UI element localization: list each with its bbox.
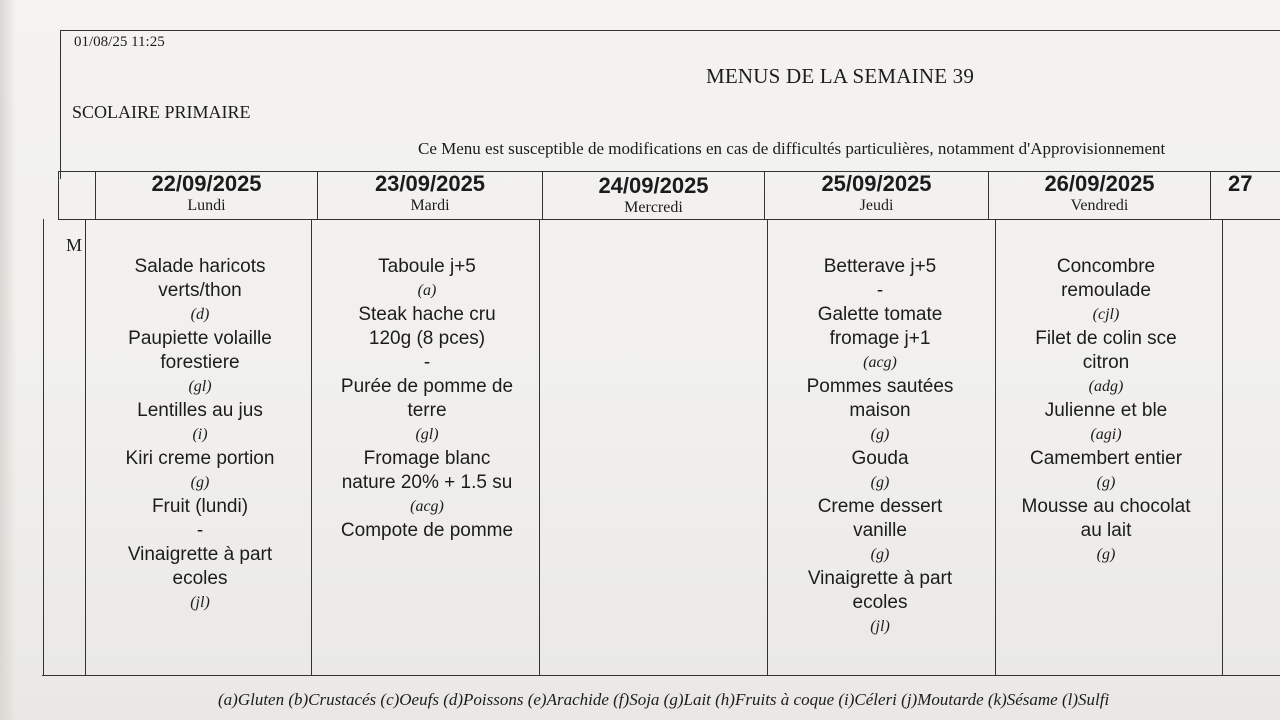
menu-column-jeudi xyxy=(768,255,992,639)
menu-item-line: remoulade xyxy=(1061,280,1151,301)
menu-item-line: - xyxy=(876,280,884,301)
allergen-code: (g) xyxy=(190,474,210,491)
allergen-code: (g) xyxy=(870,474,890,491)
menu-item-line: Julienne et ble xyxy=(1044,400,1168,421)
allergen-legend: (a)Gluten (b)Crustacés (c)Oeufs (d)Poissons (e)Arachide (f)Soja (g)Lait (h)Fruits à coque (i)Céleri (j)Moutarde (k)Sésame (l)Sulfi xyxy=(218,690,1110,709)
allergen-code: (g) xyxy=(1096,474,1116,491)
allergen-code: (acg) xyxy=(863,354,897,371)
day-name: Lundi xyxy=(187,197,226,214)
allergen-code: (jl) xyxy=(870,618,890,635)
day-date: 24/09/2025 xyxy=(598,173,709,198)
menu-item-line: Vinaigrette à part xyxy=(807,568,953,589)
menu-item-line: Fruit (lundi) xyxy=(151,496,249,517)
table-left-border-lower xyxy=(43,219,44,676)
menu-item-line: Filet de colin sce xyxy=(1035,328,1177,349)
menu-item-line: Pommes sautées xyxy=(806,376,954,397)
allergen-code: (g) xyxy=(870,426,890,443)
menu-item-line: - xyxy=(196,520,204,541)
menu-item-line: Lentilles au jus xyxy=(137,400,263,421)
menu-item-line: Paupiette volaille xyxy=(128,328,272,349)
menu-item-line: forestiere xyxy=(160,352,240,373)
menu-item-line: Kiri creme portion xyxy=(125,448,275,469)
allergen-code: (g) xyxy=(870,546,890,563)
menu-item-line: Camembert entier xyxy=(1029,448,1183,469)
day-header-vendredi xyxy=(989,170,1210,220)
school-level: SCOLAIRE PRIMAIRE xyxy=(72,102,251,122)
menu-item-line: Gouda xyxy=(851,448,909,469)
menu-item-line: 120g (8 pces) xyxy=(368,328,486,349)
column-divider-1-lower xyxy=(85,219,86,676)
column-divider-2-lower xyxy=(311,219,312,676)
menu-item-line: Steak hache cru xyxy=(358,304,496,325)
column-divider-6-lower xyxy=(1222,219,1223,676)
menu-item-line: - xyxy=(423,352,431,373)
day-header-mercredi xyxy=(543,170,764,220)
day-name: Mardi xyxy=(410,197,450,214)
allergen-code: (acg) xyxy=(410,498,444,515)
menu-item-line: Mousse au chocolat xyxy=(1021,496,1191,517)
menu-item-line: Betterave j+5 xyxy=(823,256,937,277)
column-divider-6 xyxy=(1210,171,1211,219)
table-bottom-border xyxy=(42,675,1280,676)
menu-item-line: Vinaigrette à part xyxy=(127,544,273,565)
menu-item-line: fromage j+1 xyxy=(829,328,931,349)
allergen-code: (gl) xyxy=(188,378,212,395)
table-left-border xyxy=(58,171,59,219)
menu-item-line: au lait xyxy=(1080,520,1132,541)
menu-item-line: Compote de pomme xyxy=(340,520,514,541)
day-header-lundi xyxy=(96,170,317,220)
menu-item-line: Fromage blanc xyxy=(363,448,491,469)
day-date: 25/09/2025 xyxy=(821,171,932,196)
page-title: MENUS DE LA SEMAINE 39 xyxy=(706,64,975,88)
menu-item-line: Concombre xyxy=(1056,256,1156,277)
day-name: Jeudi xyxy=(859,197,894,214)
menu-item-line: Purée de pomme de xyxy=(340,376,514,397)
menu-item-line: nature 20% + 1.5 su xyxy=(341,472,513,493)
day-header-mardi xyxy=(318,170,542,220)
menu-item-line: ecoles xyxy=(852,592,908,613)
menu-item-line: terre xyxy=(407,400,447,421)
allergen-code: (i) xyxy=(192,426,208,443)
allergen-code: (adg) xyxy=(1088,378,1124,395)
menu-item-line: Taboule j+5 xyxy=(378,256,476,277)
day-date: 23/09/2025 xyxy=(374,171,486,196)
menu-item-line: Salade haricots xyxy=(134,256,266,277)
menu-item-line: vanille xyxy=(853,520,907,541)
print-datetime: 01/08/25 11:25 xyxy=(74,34,165,50)
menu-item-line: citron xyxy=(1082,352,1130,373)
allergen-code: (d) xyxy=(190,306,210,323)
day-header-jeudi xyxy=(765,170,988,220)
day-date: 27 xyxy=(1228,171,1253,196)
allergen-code: (gl) xyxy=(415,426,439,443)
day-header-partial xyxy=(1228,170,1280,220)
menu-column-mardi xyxy=(316,255,538,543)
menu-item-line: Creme dessert xyxy=(817,496,943,517)
menu-item-line: Galette tomate xyxy=(817,304,943,325)
day-date: 22/09/2025 xyxy=(151,171,262,196)
allergen-code: (jl) xyxy=(190,594,210,611)
allergen-code: (g) xyxy=(1096,546,1116,563)
allergen-code: (cjl) xyxy=(1092,306,1120,323)
menu-column-vendredi xyxy=(996,255,1216,567)
menu-item-line: ecoles xyxy=(172,568,228,589)
menu-item-line: maison xyxy=(849,400,911,421)
menu-column-lundi xyxy=(90,255,310,615)
allergen-code: (agi) xyxy=(1090,426,1122,443)
menu-item-line: verts/thon xyxy=(158,280,242,301)
meal-row-label: M xyxy=(66,235,83,255)
day-name: Mercredi xyxy=(624,199,683,216)
day-name: Vendredi xyxy=(1070,197,1129,214)
column-divider-3-lower xyxy=(539,219,540,676)
day-date: 26/09/2025 xyxy=(1044,171,1155,196)
allergen-code: (a) xyxy=(417,282,437,299)
modification-notice: Ce Menu est susceptible de modifications en cas de difficultés particulières, notamment d'Approvisionnement xyxy=(418,139,1166,158)
